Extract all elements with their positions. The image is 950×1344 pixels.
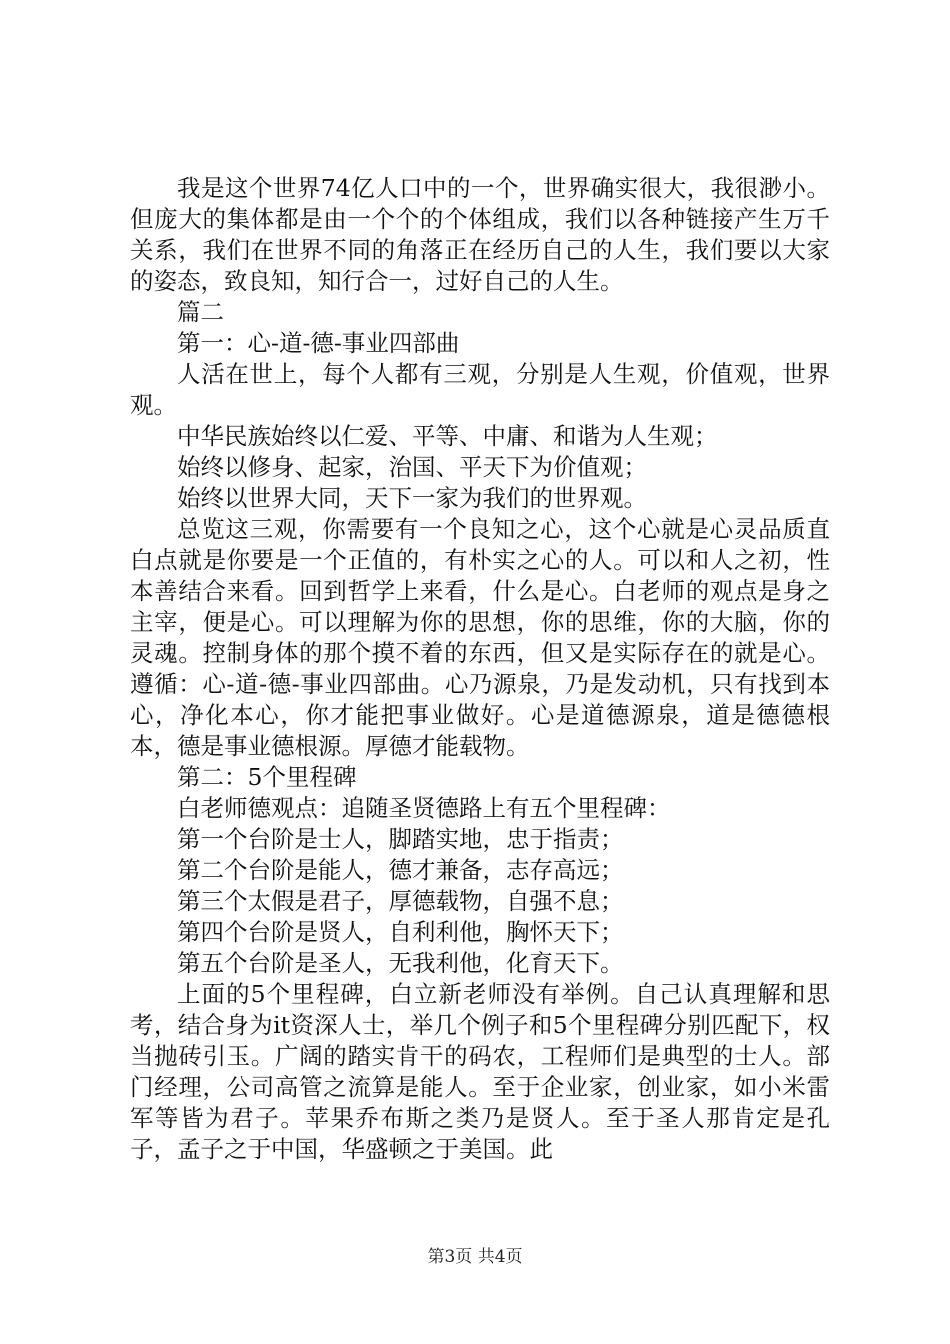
paragraph: 始终以修身、起家，治国、平天下为价值观； [177, 453, 647, 481]
paragraph: 始终以世界大同，天下一家为我们的世界观。 [177, 484, 647, 512]
paragraph: 白老师德观点：追随圣贤德路上有五个里程碑： [177, 794, 671, 822]
paragraph: 我是这个世界74亿人口中的一个，世界确实很大，我很渺小。但庞大的集体都是由一个个的个体组成，我们以各种链接产生万千关系，我们在世界不同的角落正在经历自己的人生，我们要以大家的姿态，致良知，知行合一，过好自己的人生。 [130, 174, 830, 295]
subsection-heading: 第一：心-道-德-事业四部曲 [177, 329, 460, 357]
paragraph: 中华民族始终以仁爱、平等、中庸、和谐为人生观； [177, 422, 718, 450]
paragraph: 上面的5个里程碑，白立新老师没有举例。自己认真理解和思考，结合身为it资深人士，举几个例子和5个里程碑分别匹配下，权当抛砖引玉。广阔的踏实肯干的码农，工程师们是典型的士人。部门经理，公司高管之流算是能人。至于企业家，创业家，如小米雷军等皆为君子。苹果乔布斯之类乃是贤人。至于圣人那肯定是孔子，孟子之于中国，华盛顿之于美国。此 [130, 980, 830, 1163]
list-item: 第一个台阶是士人，脚踏实地，忠于指责； [177, 825, 624, 853]
document-body [130, 173, 830, 1165]
subsection-heading: 第二：5个里程碑 [177, 763, 357, 791]
section-heading: 篇二 [177, 298, 224, 326]
paragraph: 总览这三观，你需要有一个良知之心，这个心就是心灵品质直白点就是你要是一个正值的，有朴实之心的人。可以和人之初，性本善结合来看。回到哲学上来看，什么是心。白老师的观点是身之主宰，便是心。可以理解为你的思想，你的思维，你的大脑，你的灵魂。控制身体的那个摸不着的东西，但又是实际存在的就是心。遵循：心-道-德-事业四部曲。心乃源泉，乃是发动机，只有找到本心，净化本心，你才能把事业做好。心是道德源泉，道是德德根本，德是事业德根源。厚德才能载物。 [130, 515, 830, 760]
page-number: 第3页 共4页 [427, 1247, 523, 1267]
list-item: 第五个台阶是圣人，无我利他，化育天下。 [177, 949, 624, 977]
page-footer [0, 1246, 950, 1268]
paragraph: 人活在世上，每个人都有三观，分别是人生观，价值观，世界观。 [130, 360, 830, 419]
list-item: 第二个台阶是能人，德才兼备，志存高远； [177, 856, 624, 884]
list-item: 第三个太假是君子，厚德载物，自强不息； [177, 887, 624, 915]
list-item: 第四个台阶是贤人，自利利他，胸怀天下； [177, 918, 624, 946]
